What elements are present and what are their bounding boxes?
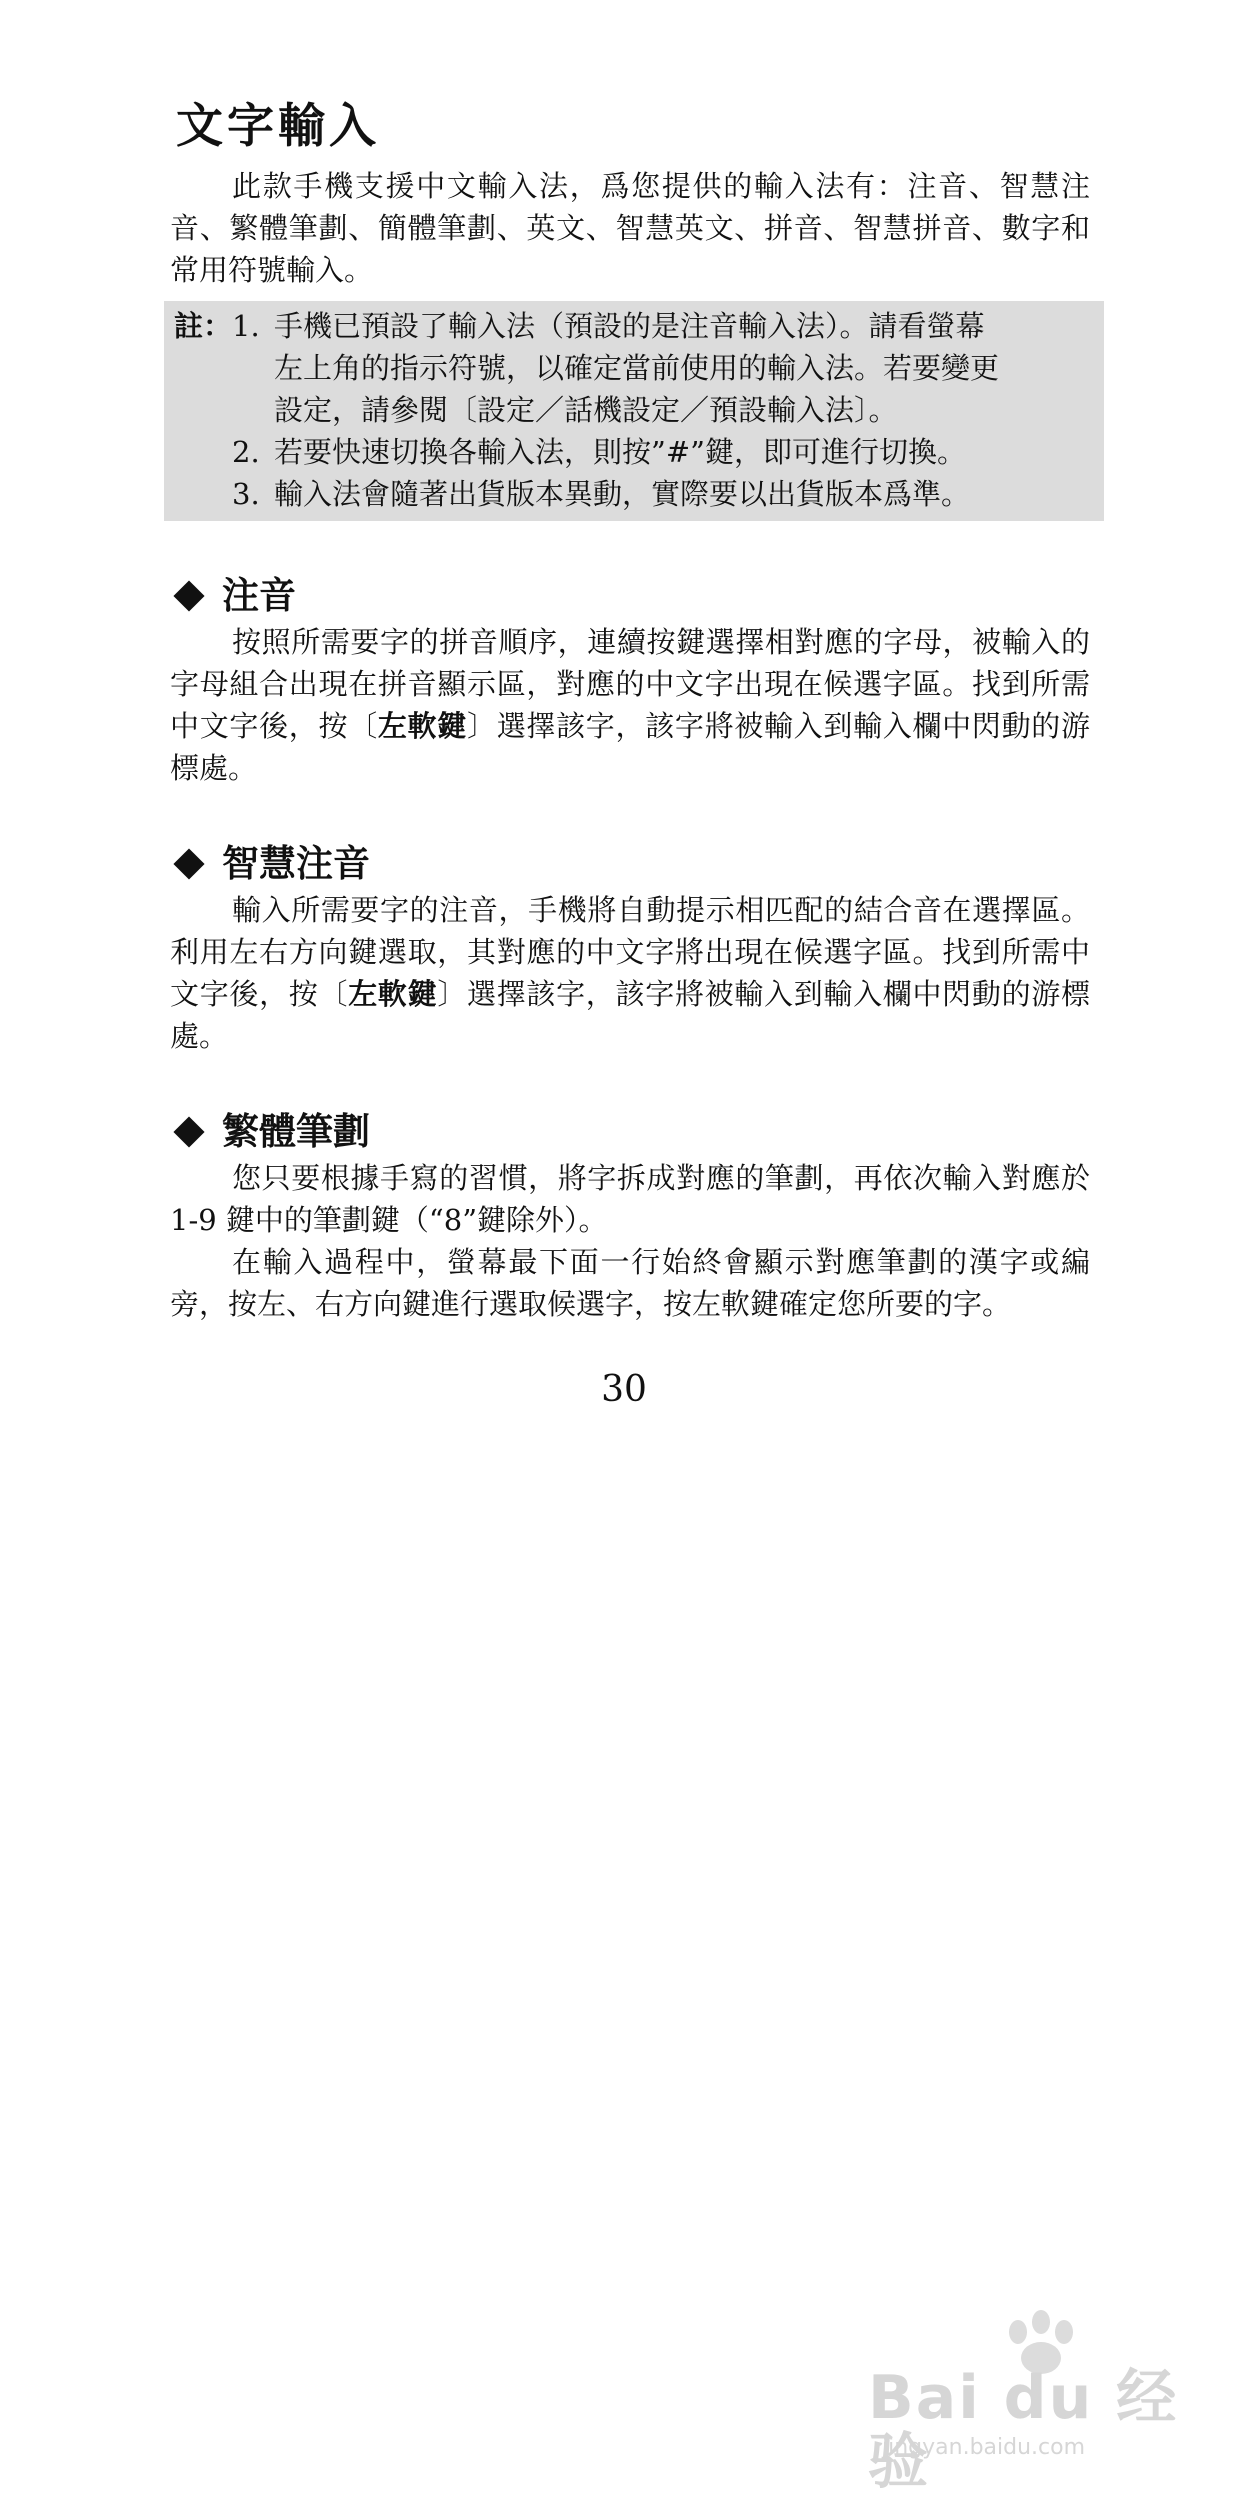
section-paragraph (170, 889, 1090, 1057)
watermark-logo: Bai du 经验 (868, 2363, 1179, 2497)
note-item-2 (174, 431, 1094, 473)
note-text: 輸入法會隨著出貨版本異動，實際要以出貨版本爲準。 (274, 477, 971, 511)
paragraph-text: 輸入所需要字的注音，手機將自動提示相匹配的結合音在選擇區。利用左右方向鍵選取，其對應的中文字將出現在候選字區。找到所需中文字後，按〔 (170, 893, 1090, 1011)
paragraph-text: 〕選擇該字，該字將被輸入到輸入欄中閃動的游標處。 (170, 709, 1090, 785)
paragraph-text: 〕選擇該字，該字將被輸入到輸入欄中閃動的游標處。 (170, 977, 1090, 1053)
note-number: 3. (232, 477, 260, 511)
note-box (164, 301, 1104, 521)
note-text: 手機已預設了輸入法（預設的是注音輸入法）。請看螢幕 (274, 309, 985, 343)
paragraph-text: 按照所需要字的拼音順序，連續按鍵選擇相對應的字母，被輸入的字母組合出現在拼音顯示區，對應的中文字出現在候選字區。找到所需中文字後，按〔 (170, 625, 1090, 743)
intro-paragraph: 此款手機支援中文輸入法，爲您提供的輸入法有：注音、智慧注音、繁體筆劃、簡體筆劃、英文、智慧英文、拼音、智慧拼音、數字和常用符號輸入。 (170, 169, 1090, 287)
diamond-bullet-icon (173, 1116, 204, 1147)
watermark (868, 2310, 1188, 2497)
key-name: 左軟鍵 (348, 977, 438, 1011)
section-heading (170, 573, 1090, 619)
note-item-1-continuation (174, 347, 1094, 389)
section-traditional-stroke (170, 1109, 1090, 1325)
note-text: 設定，請參閱〔設定／話機設定／預設輸入法〕。 (274, 393, 898, 427)
note-text: 左上角的指示符號，以確定當前使用的輸入法。若要變更 (274, 351, 1000, 385)
note-text: 若要快速切換各輸入法，則按”#”鍵，即可進行切換。 (274, 435, 966, 469)
section-heading-text: 智慧注音 (222, 842, 370, 885)
note-item-1 (174, 305, 1094, 347)
note-item-1-continuation (174, 389, 1094, 431)
section-paragraph: 您只要根據手寫的習慣，將字拆成對應的筆劃，再依次輸入對應於 1-9 鍵中的筆劃鍵（“8”鍵除外）。 (170, 1161, 1090, 1237)
diamond-bullet-icon (173, 580, 204, 611)
section-heading (170, 841, 1090, 887)
section-heading-text: 注音 (222, 574, 296, 617)
diamond-bullet-icon (173, 848, 204, 879)
section-heading (170, 1109, 1090, 1155)
section-heading-text: 繁體筆劃 (222, 1110, 370, 1153)
note-item-3 (174, 473, 1094, 515)
note-number: 2. (232, 435, 260, 469)
section-paragraph: 在輸入過程中，螢幕最下面一行始終會顯示對應筆劃的漢字或編旁，按左、右方向鍵進行選取候選字，按左軟鍵確定您所要的字。 (170, 1245, 1090, 1321)
section-zhuyin (170, 573, 1090, 789)
note-number: 1. (232, 309, 260, 343)
note-label: 註： (174, 309, 233, 343)
page-number: 30 (601, 1369, 647, 1410)
section-paragraph (170, 621, 1090, 789)
key-name: 左軟鍵 (377, 709, 467, 743)
watermark-url: jingyan.baidu.com (882, 2435, 1086, 2460)
page-title: 文字輸入 (176, 99, 380, 154)
section-smart-zhuyin (170, 841, 1090, 1057)
document-page (170, 95, 1090, 1325)
